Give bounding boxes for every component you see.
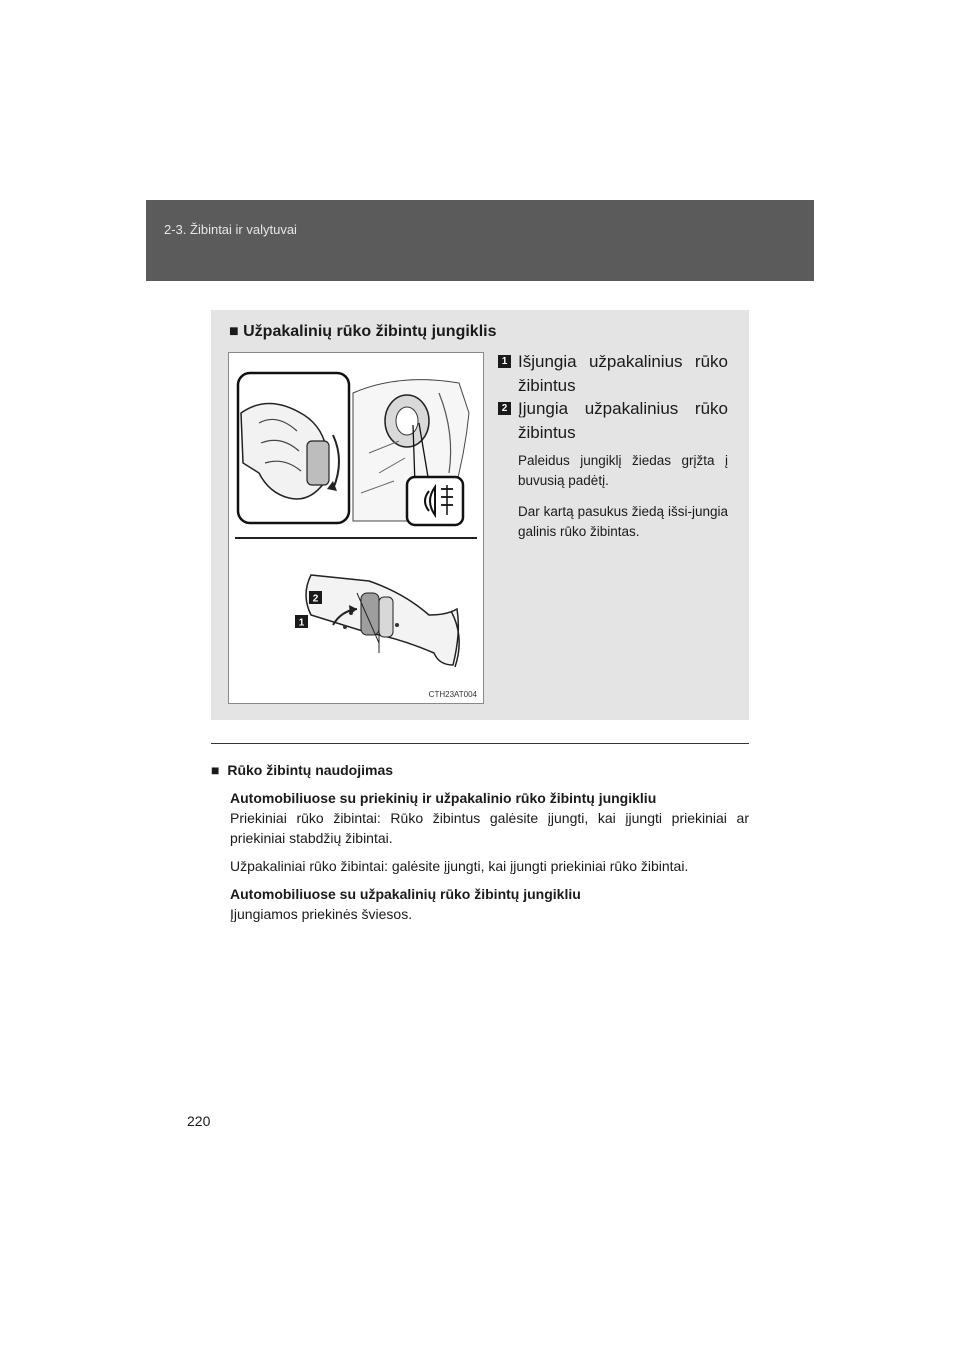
step-1 [498, 350, 728, 398]
callout-badge-2 [309, 591, 322, 605]
paragraph-front-fog: Priekiniai rūko žibintai: Rūko žibintus galėsite įjungti, kai įjungti priekiniai ar priekiniai stabdžių žibintai. [230, 810, 749, 846]
section-header [146, 200, 814, 281]
panel-title [229, 323, 496, 341]
note-press-again: Dar kartą pasukus žiedą išsi-jungia galinis rūko žibintas. [518, 504, 728, 539]
info-heading-text: Rūko žibintų naudojimas [227, 762, 394, 778]
note-ring-return: Paleidus jungiklį žiedas grįžta į buvusią padėtį. [518, 453, 728, 488]
step-number-badge: 1 [498, 355, 511, 368]
switch-illustration-drawing [229, 353, 483, 703]
svg-text:2: 2 [312, 593, 319, 605]
step-2-text: Įjungia užpakalinius rūko žibintus [518, 399, 728, 442]
switch-illustration [228, 352, 484, 704]
panel-title-text: Užpakalinių rūko žibintų jungiklis [243, 323, 497, 340]
square-bullet-icon: ■ [229, 323, 239, 340]
page-number: 220 [187, 1113, 211, 1129]
section-title: 2-3. Žibintai ir valytuvai [164, 222, 297, 237]
section-divider [211, 743, 749, 744]
figure-code: CTH23AT004 [428, 690, 477, 699]
subheading-rear-only: Automobiliuose su užpakalinių rūko žibintų jungikliu [230, 886, 581, 902]
square-bullet-icon: ■ [211, 762, 220, 778]
paragraph-rear-fog: Užpakaliniai rūko žibintai: galėsite įjungti, kai įjungti priekiniai rūko žibintai. [230, 858, 689, 874]
paragraph-headlights: Įjungiamos priekinės šviesos. [230, 906, 413, 922]
subheading-front-rear: Automobiliuose su priekinių ir užpakalinio rūko žibintų jungikliu [230, 790, 657, 806]
info-heading [211, 760, 749, 780]
step-2 [498, 397, 728, 445]
fog-switch-panel [211, 310, 749, 720]
step-1-text: Išjungia užpakalinius rūko žibintus [518, 352, 728, 395]
info-section [211, 760, 749, 932]
callout-badge-1 [295, 615, 308, 629]
step-number-badge: 2 [498, 402, 511, 415]
info-body [230, 788, 749, 924]
svg-text:1: 1 [298, 617, 305, 629]
